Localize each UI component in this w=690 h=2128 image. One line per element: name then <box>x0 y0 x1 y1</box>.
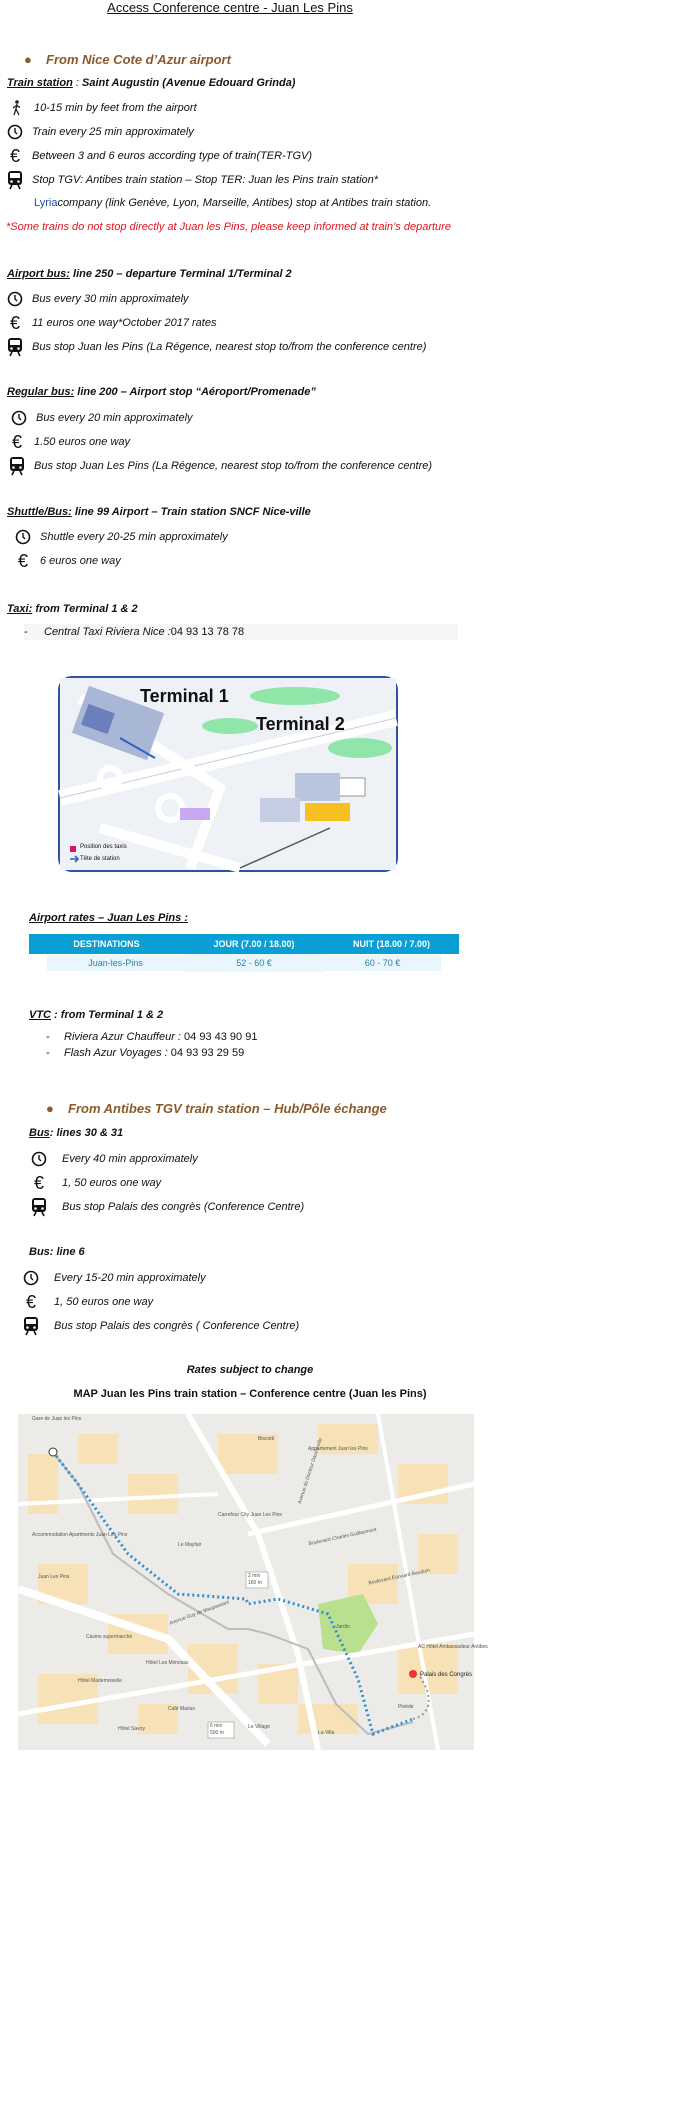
walk-dist-2: 500 m <box>210 1730 224 1736</box>
map-label-accommodation: Accommodation Apartments Juan Les Pins <box>32 1532 128 1538</box>
legend-taxi: Position des taxis <box>80 844 127 850</box>
map-label-villa: La Villa <box>318 1730 335 1736</box>
bullet-icon: ● <box>24 52 32 67</box>
euro-icon: € <box>33 1172 44 1193</box>
map-label-baudoin: Boulevard Édouard Baudoin <box>368 1567 431 1587</box>
bus-icon <box>22 1317 40 1335</box>
bus1-heading: Bus: lines 30 & 31 <box>29 1127 124 1139</box>
clock-icon <box>22 1269 40 1287</box>
map-label-mimosas: Hôtel Les Mimosas <box>146 1660 189 1666</box>
euro-icon: € <box>17 550 28 571</box>
regular-bus-frequency-row: Bus every 20 min approximately <box>10 408 193 428</box>
bus1-price-row: € 1, 50 euros one way <box>30 1173 161 1193</box>
map-label-mademoiselle: Hôtel Mademoiselle <box>78 1678 122 1684</box>
vtc-item-1: - Riviera Azur Chauffeur : 04 93 43 90 91 <box>46 1031 258 1043</box>
map-label-guillaumont: Boulevard Charles Guillaumont <box>308 1526 378 1548</box>
rates-cell-night: 60 - 70 € <box>324 954 459 972</box>
clock-icon <box>30 1150 48 1168</box>
map-label-mayfair: Le Mayfair <box>178 1542 202 1548</box>
bus-icon <box>6 338 24 356</box>
terminal1-label: Terminal 1 <box>140 686 229 706</box>
train-warning: *Some trains do not stop directly at Juan les Pins, please keep informed at train’s departure <box>6 221 451 233</box>
bus1-frequency-row: Every 40 min approximately <box>30 1149 198 1169</box>
map-label-juan: Juan Les Pins <box>38 1574 70 1580</box>
train-walk-row: 10-15 min by feet from the airport <box>8 98 197 118</box>
map-label-appartement: Appartement Juan les Pins <box>308 1446 368 1452</box>
regular-bus-price-row: € 1.50 euros one way <box>8 432 130 452</box>
shuttle-frequency-row: Shuttle every 20-25 min approximately <box>14 527 228 547</box>
euro-icon: € <box>11 431 22 452</box>
bus1-stop-row: Bus stop Palais des congrès (Conference Centre) <box>30 1197 304 1217</box>
map-label-jardin: Jardin <box>336 1624 350 1630</box>
airport-bus-price-row: € 11 euros one way*October 2017 rates <box>6 313 216 333</box>
bus2-frequency-row: Every 15-20 min approximately <box>22 1268 206 1288</box>
airport-bus-frequency-row: Bus every 30 min approximately <box>6 289 189 309</box>
airport-bus-heading: Airport bus: line 250 – departure Terminal 1/Terminal 2 <box>7 268 292 280</box>
shuttle-price-row: € 6 euros one way <box>14 551 121 571</box>
map-label-gare: Gare de Juan les Pins <box>32 1416 82 1422</box>
legend-station: Tête de station <box>80 856 120 862</box>
taxi-heading: Taxi: from Terminal 1 & 2 <box>7 603 138 615</box>
lyria-brand: Lyria <box>34 197 58 209</box>
taxi-item: - Central Taxi Riviera Nice : 04 93 13 78 78 <box>24 624 458 640</box>
antibes-section-heading: ● From Antibes TGV train station – Hub/Pôle échange <box>46 1101 387 1116</box>
bus2-stop-row: Bus stop Palais des congrès ( Conference Centre) <box>22 1316 299 1336</box>
bus2-heading: Bus: line 6 <box>29 1246 85 1258</box>
rates-header-night: NUIT (18.00 / 7.00) <box>324 934 459 954</box>
walk-dist-1: 160 m <box>248 1580 262 1586</box>
train-icon <box>6 171 24 189</box>
walk-time-2: 6 min <box>210 1723 223 1729</box>
map-label-cafe: Café Marius <box>168 1706 195 1712</box>
map-label-dautheville: Avenue du Docteur Dautheville <box>296 1437 324 1505</box>
airport-section-heading: ● From Nice Cote d’Azur airport <box>24 52 231 67</box>
train-price-row: € Between 3 and 6 euros according type of train (TER-TGV) <box>6 146 312 166</box>
city-map <box>18 1414 488 1750</box>
bullet-icon: ● <box>46 1101 54 1116</box>
rates-header-destinations: DESTINATIONS <box>29 934 184 954</box>
train-stop-row: Stop TGV: Antibes train station – Stop TER: Juan les Pins train station* <box>6 170 378 190</box>
rates-row <box>29 954 459 972</box>
clock-icon <box>6 290 24 308</box>
lyria-row: Lyria company (link Genève, Lyon, Marseille, Antibes) stop at Antibes train station. <box>34 197 432 209</box>
euro-icon: € <box>9 312 20 333</box>
regular-bus-stop-row: Bus stop Juan Les Pins (La Régence, nearest stop to/from the conference centre) <box>8 456 432 476</box>
clock-icon <box>14 528 32 546</box>
terminal2-label: Terminal 2 <box>256 714 345 734</box>
train-heading: Train station : Saint Augustin (Avenue Edouard Grinda) <box>7 77 296 89</box>
map-label-casino: Casino supermarché <box>86 1634 133 1640</box>
bus-icon <box>30 1198 48 1216</box>
map-label-ambassadeur: AC Hôtel Ambassadeur Antibes <box>418 1644 488 1650</box>
map-title: MAP Juan les Pins train station – Conference centre (Juan les Pins) <box>73 1388 427 1400</box>
map-label-savoy: Hôtel Savoy <box>118 1726 145 1732</box>
walking-person-icon <box>8 99 26 117</box>
euro-icon: € <box>9 145 20 166</box>
page-title: Access Conference centre - Juan Les Pins <box>107 0 353 15</box>
train-frequency-row: Train every 25 min approximately <box>6 122 194 142</box>
clock-icon <box>10 409 28 427</box>
map-label-maupassant: Avenue Guy de Maupassant <box>168 1599 231 1627</box>
bus-icon <box>8 457 26 475</box>
map-label-carrefour: Carrefour City Juan Les Pins <box>218 1512 282 1518</box>
rates-header-row <box>29 934 459 954</box>
airport-bus-stop-row: Bus stop Juan les Pins (La Régence, nearest stop to/from the conference centre) <box>6 337 426 357</box>
clock-icon <box>6 123 24 141</box>
euro-icon: € <box>25 1291 36 1312</box>
rates-cell-day: 52 - 60 € <box>184 954 324 972</box>
map-label-pinede: Pinède <box>398 1704 414 1710</box>
rates-note: Rates subject to change <box>186 1364 314 1376</box>
shuttle-heading: Shuttle/Bus: line 99 Airport – Train station SNCF Nice-ville <box>7 506 311 518</box>
rates-cell-destination: Juan-les-Pins <box>29 954 184 972</box>
bus2-price-row: € 1, 50 euros one way <box>22 1292 153 1312</box>
map-label-biscotti: Biscotti <box>258 1436 275 1442</box>
map-label-village: Le Village <box>248 1724 270 1730</box>
vtc-item-2: - Flash Azur Voyages : 04 93 93 29 59 <box>46 1047 245 1059</box>
walk-time-1: 2 min <box>248 1573 261 1579</box>
vtc-heading: VTC : from Terminal 1 & 2 <box>29 1009 164 1021</box>
rates-title: Airport rates – Juan Les Pins : <box>29 912 188 924</box>
rates-table <box>29 934 459 972</box>
terminal-map <box>58 676 398 872</box>
rates-header-day: JOUR (7.00 / 18.00) <box>184 934 324 954</box>
regular-bus-heading: Regular bus: line 200 – Airport stop “Aéroport/Promenade” <box>7 386 316 398</box>
map-label-palais: Palais des Congrès <box>420 1672 473 1678</box>
city-map-drawing <box>18 1414 474 1750</box>
